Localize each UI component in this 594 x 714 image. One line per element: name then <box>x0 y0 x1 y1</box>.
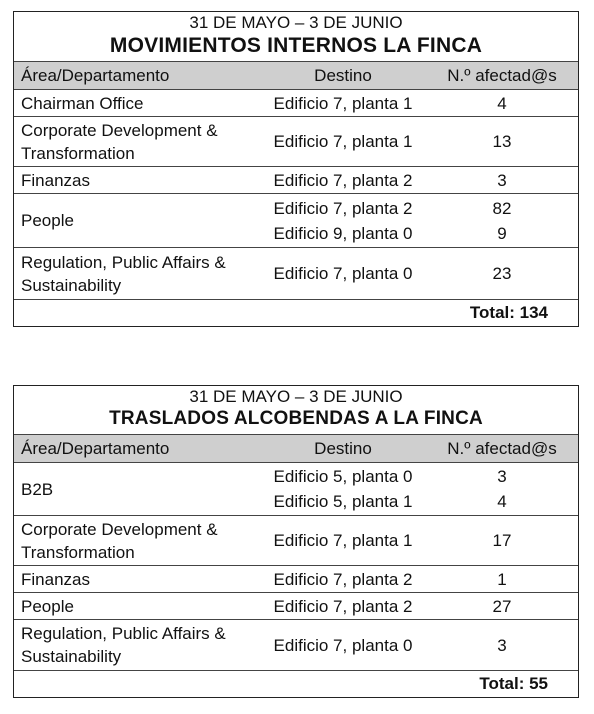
total-value: Total: 55 <box>479 674 548 693</box>
table-title: TRASLADOS ALCOBENDAS A LA FINCA <box>109 408 483 429</box>
header-area: Área/Departamento <box>21 439 170 458</box>
destination-cell: Edificio 7, planta 0 <box>273 635 413 655</box>
count-cell: 23 <box>492 264 512 283</box>
area-cell: People <box>21 211 74 230</box>
destination-cell: Edificio 5, planta 0 Edificio 5, planta 1 <box>273 467 413 511</box>
area-cell: Chairman Office <box>21 93 144 113</box>
area-cell: People <box>21 596 74 616</box>
table-row <box>14 116 578 166</box>
count-cell: 17 <box>492 531 512 550</box>
table-row <box>14 515 578 565</box>
header-destination: Destino <box>314 66 372 85</box>
count-cell: 13 <box>492 132 512 151</box>
count-cell: 1 <box>497 569 507 589</box>
table-date: 31 DE MAYO – 3 DE JUNIO <box>189 13 403 32</box>
table-title: MOVIMIENTOS INTERNOS LA FINCA <box>109 34 483 57</box>
total-value: Total: 134 <box>469 303 548 322</box>
count-cell: 82 9 <box>492 198 512 243</box>
table-header-row <box>14 434 578 462</box>
area-cell: Regulation, Public Affairs & Sustainability <box>21 252 226 295</box>
total-row <box>14 670 578 697</box>
destination-cell: Edificio 7, planta 2 Edificio 9, planta 0 <box>273 198 413 243</box>
destination-cell: Edificio 7, planta 2 <box>273 596 413 616</box>
header-affected-count: N.º afectad@s <box>447 439 557 458</box>
destination-cell: Edificio 7, planta 2 <box>273 170 413 190</box>
destination-cell: Edificio 7, planta 1 <box>273 531 413 550</box>
count-cell: 3 <box>497 170 507 190</box>
table-header-row <box>14 61 578 89</box>
table-row <box>14 89 578 116</box>
area-cell: B2B <box>21 479 54 499</box>
destination-cell: Edificio 7, planta 0 <box>273 264 413 283</box>
header-area: Área/Departamento <box>21 66 170 85</box>
area-cell: Finanzas <box>21 569 90 589</box>
header-affected-count: N.º afectad@s <box>447 66 557 85</box>
table-row <box>14 592 578 619</box>
count-cell: 3 4 <box>497 467 507 511</box>
count-cell: 4 <box>497 93 507 113</box>
table-row <box>14 619 578 670</box>
count-cell: 3 <box>497 635 507 655</box>
table-date: 31 DE MAYO – 3 DE JUNIO <box>189 387 403 406</box>
table-row <box>14 166 578 193</box>
destination-cell: Edificio 7, planta 1 <box>273 93 413 113</box>
table-row <box>14 462 578 515</box>
table-row <box>14 565 578 592</box>
area-cell: Finanzas <box>21 170 90 190</box>
destination-cell: Edificio 7, planta 2 <box>273 569 413 589</box>
total-row <box>14 299 578 326</box>
header-destination: Destino <box>314 439 372 458</box>
table-row <box>14 247 578 299</box>
area-cell: Corporate Development & Transformation <box>21 120 218 163</box>
area-cell: Corporate Development & Transformation <box>21 519 218 562</box>
area-cell: Regulation, Public Affairs & Sustainability <box>21 624 226 666</box>
count-cell: 27 <box>492 596 512 616</box>
internal-moves-table <box>13 11 579 327</box>
destination-cell: Edificio 7, planta 1 <box>273 132 413 151</box>
alcobendas-transfers-table <box>13 385 579 698</box>
table-row <box>14 193 578 247</box>
